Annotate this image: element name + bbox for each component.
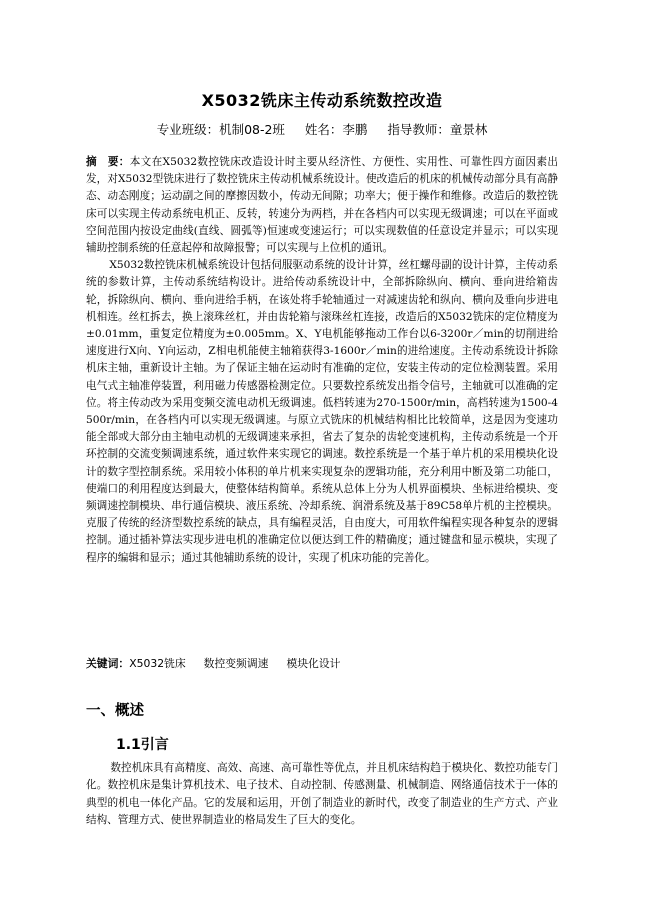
abstract-text-1: 本文在X5032数控铣床改造设计时主要从经济性、方便性、实用性、可靠性四方面因素出发，对X5032型铣床进行了数控铣床主传动机械系统设计。使改造后的机床的机械传动部分具有高静态、动态刚度；运动副之间的摩擦因数小，传动无间隙；功率大；便于操作和维修。改造后的数控铣床可以实现主传动系统电机正、反转，转速分为两档，并在各档内可以实现无级调速；可以在平面或空间范围内按设定曲线(直线、圆弧等)恒速或变速运行；可以实现数值的任意设定并显示；可以实现辅助控制系统的任意起停和故障报警；可以实现与上位机的通讯。 xyxy=(86,156,558,255)
subsection-heading-introduction: 1.1引言 xyxy=(116,737,169,753)
keyword-1: X5032铣床 xyxy=(129,657,186,670)
abstract-label: 摘 要： xyxy=(86,156,130,168)
keywords-label: 关键词： xyxy=(86,657,130,670)
author-byline xyxy=(86,120,558,138)
introduction-paragraph: 数控机床具有高精度、高效、高速、高可靠性等优点，并且机床结构趋于模块化、数控功能专门化。数控机床是集计算机技术、电子技术、自动控制、传感测量、机械制造、网络通信技术于一体的典型的机电一体化产品。它的发展和运用，开创了制造业的新时代，改变了制造业的生产方式、产业结构、管理方式、使世界制造业的格局发生了巨大的变化。 xyxy=(86,762,558,826)
keywords xyxy=(86,656,558,671)
author-name: 姓名：李鹏 xyxy=(304,122,368,137)
keyword-2: 数控变频调速 xyxy=(203,657,269,670)
abstract-paragraph-1 xyxy=(86,154,558,257)
paper-title: X5032铣床主传动系统数控改造 xyxy=(201,91,443,110)
abstract-paragraph-2: X5032数控铣床机械系统设计包括伺服驱动系统的设计计算，丝杠螺母副的设计计算，主传动系统的参数计算，主传动系统结构设计。进给传动系统设计中，全部拆除纵向、横向、垂向进给箱齿轮，拆除纵向、横向、垂向进给手柄，在该处将手轮轴通过一对减速齿轮和纵向、横向及垂向步进电机相连。丝杠拆去，换上滚珠丝杠，并由齿轮箱与滚珠丝杠连接，改造后的X5032铣床的定位精度为±0.01mm，重复定位精度为±0.005mm。X、Y电机能够拖动工作台以6-3200r／min的切削进给速度进行X向、Y向运动，Z相电机能使主轴箱获得3-1600r／min的进给速度。主传动系统设计拆除机床主轴，重新设计主轴。为了保证主轴在运动时有准确的定位，安装主传动的定位检测装置。采用电气式主轴准停装置，利用磁力传感器检测定位。只要数控系统发出指令信号，主轴就可以准确的定位。将主传动改为采用变频交流电动机无级调速。低档转速为270-1500r/min，高档转速为1500-4500r/min，在各档内可以实现无级调速。与原立式铣床的机械结构相比比较简单，这是因为变速功能全部或大部分由主轴电动机的无级调速来承担，省去了复杂的齿轮变速机构，主传动系统是一个开环控制的交流变频调速系统，通过软件来实现它的调速。数控系统是一个基于单片机的采用模块化设计的数字型控制系统。采用较小体积的单片机来实现复杂的逻辑功能，充分利用中断及第二功能口，使端口的利用程度达到最大，使整体结构简单。系统从总体上分为人机界面模块、坐标进给模块、变频调速控制模块、串行通信模块、液压系统、冷却系统、润滑系统及基于89C58单片机的主控模块。克服了传统的经济型数控系统的缺点，具有编程灵活，自由度大，可用软件编程实现各种复杂的逻辑控制。通过插补算法实现步进电机的准确定位以便达到工件的精确度；通过键盘和显示模块，实现了程序的编辑和显示；通过其他辅助系统的设计，实现了机床功能的完善化。 xyxy=(86,259,558,564)
abstract xyxy=(86,154,558,567)
advisor-name: 指导教师：童景林 xyxy=(387,122,488,137)
major-class: 专业班级：机制08-2班 xyxy=(156,122,285,137)
section-heading-overview: 一、概述 xyxy=(86,703,144,719)
keyword-3: 模块化设计 xyxy=(286,657,341,670)
